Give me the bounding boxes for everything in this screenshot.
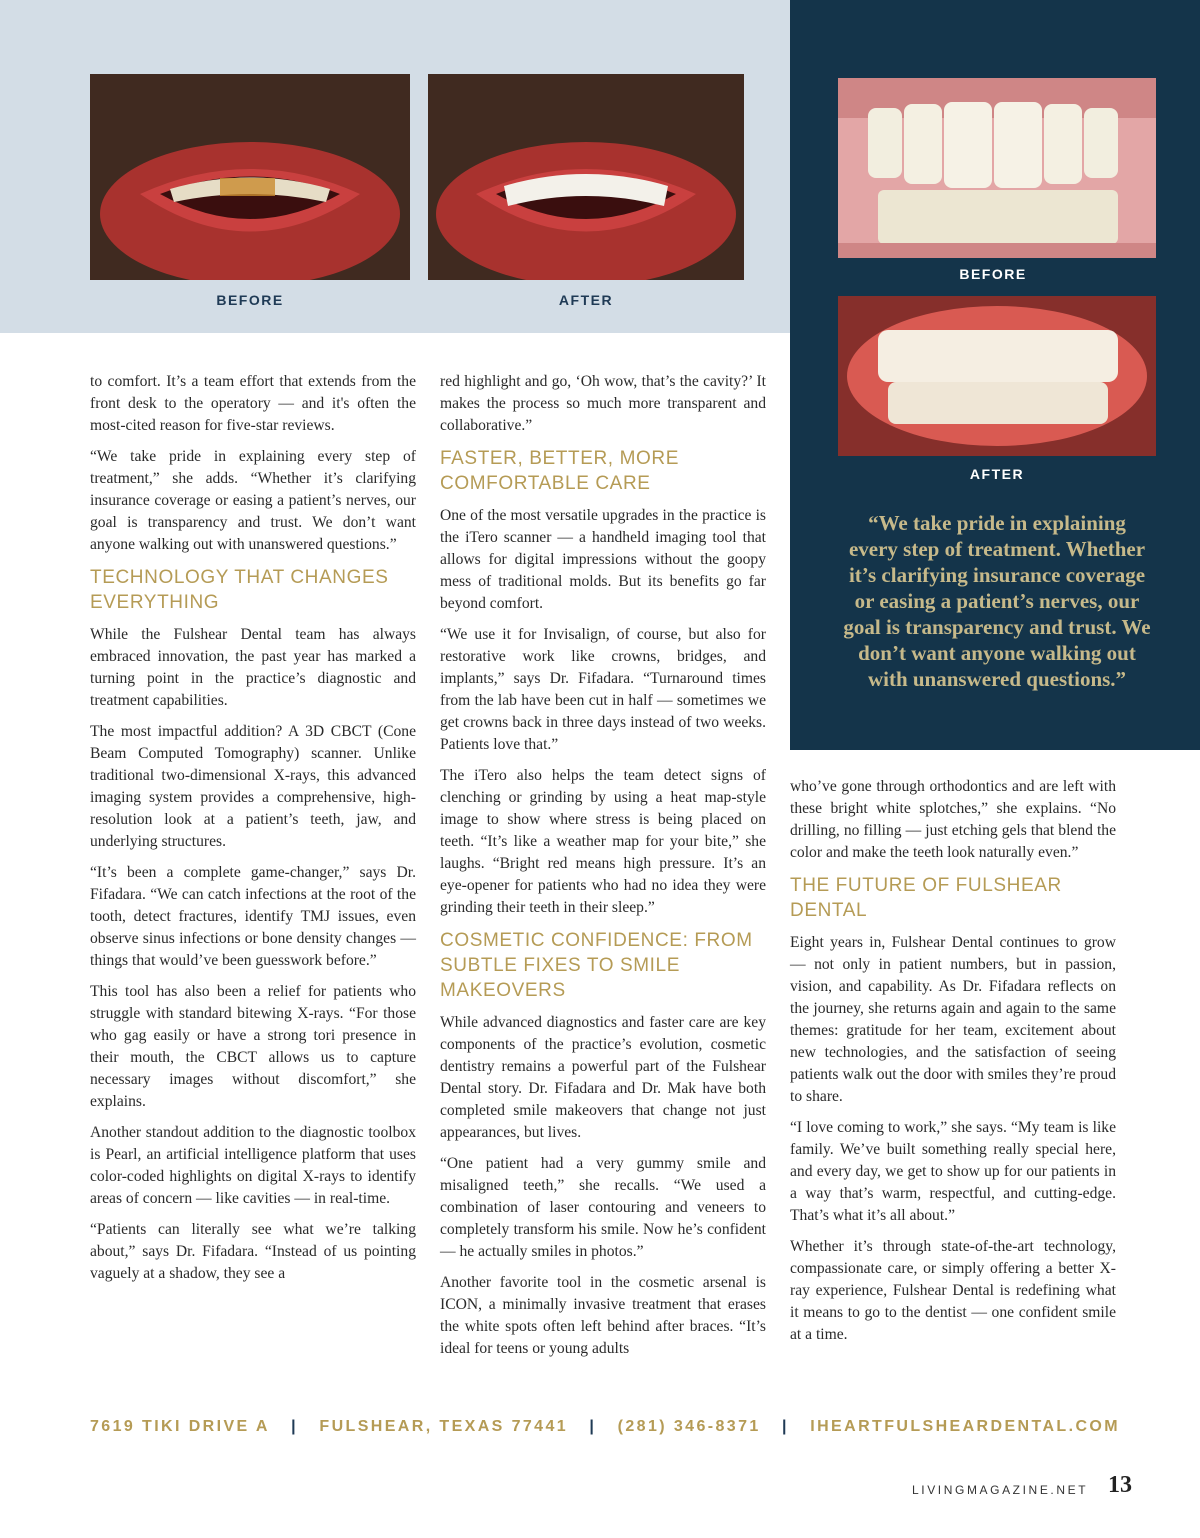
paragraph: to comfort. It’s a team effort that extends from the front desk to the operatory — and it's often the most-cited reason for five-star reviews.	[90, 373, 416, 434]
footer-website-link[interactable]: IHEARTFULSHEARDENTAL.COM	[810, 1418, 1120, 1435]
paragraph: Another favorite tool in the cosmetic arsenal is ICON, a minimally invasive treatment that erases the white spots often left behind after braces. “It’s ideal for teens or young adults	[440, 1274, 766, 1357]
paragraph: “One patient had a very gummy smile and misaligned teeth,” she recalls. “We used a combination of laser contouring and veneers to completely transform his smile. Now he’s confident — he actually smiles in photos.”	[440, 1155, 766, 1260]
paragraph: “Patients can literally see what we’re talking about,” says Dr. Fifadara. “Instead of us pointing vaguely at a shadow, they see a	[90, 1221, 416, 1282]
teeth-before-photo	[838, 78, 1156, 258]
footer-separator: |	[782, 1418, 789, 1435]
paragraph: Eight years in, Fulshear Dental continues to grow — not only in patient numbers, but in passion, vision, and capability. As Dr. Fifadara reflects on the journey, she returns again and again to the same themes: gratitude for her team, excitement about new technologies, and the satisfaction of seeing patients walk out the door with smiles they’re proud to share.	[790, 934, 1116, 1105]
paragraph: Whether it’s through state-of-the-art technology, compassionate care, or simply offering a better X-ray experience, Fulshear Dental is redefining what it means to go to the dentist — one confident smile at a time.	[790, 1238, 1116, 1343]
after-caption: AFTER	[558, 292, 614, 308]
before-caption-right: BEFORE	[959, 266, 1027, 282]
footer-separator: |	[291, 1418, 299, 1435]
section-heading-technology: TECHNOLOGY THAT CHANGES EVERYTHING	[90, 567, 389, 613]
article-column-1	[90, 371, 416, 1294]
paragraph: “We take pride in explaining every step of treatment,” she adds. “Whether it’s clarifying insurance coverage or easing a patient’s nerves, our goal is transparency and trust. We don’t want anyone walking out with unanswered questions.”	[90, 448, 416, 553]
paragraph: “It’s been a complete game-changer,” says Dr. Fifadara. “We can catch infections at the root of the tooth, detect fractures, identify TMJ issues, even observe sinus infections or bone density changes — things that would’ve been guesswork before.”	[90, 864, 416, 969]
article-column-2	[440, 371, 766, 1369]
pull-quote: “We take pride in explaining every step of treatment. Whether it’s clarifying insurance coverage or easing a patient’s nerves, our goal is transparency and trust. We don’t want anyone walking out with unanswered questions.”	[843, 511, 1151, 691]
paragraph: Another standout addition to the diagnostic toolbox is Pearl, an artificial intelligence platform that uses color-coded highlights on digital X-rays to identify areas of concern — like cavities — in real-time.	[90, 1124, 416, 1207]
after-caption-right: AFTER	[969, 466, 1025, 482]
section-heading-future: THE FUTURE OF FULSHEAR DENTAL	[790, 875, 1062, 921]
paragraph: The iTero also helps the team detect signs of clenching or grinding by using a heat map-style image to show where stress is being placed on teeth. “It’s like a weather map for your bite,” she laughs. “Bright red means high pressure. It’s an eye-opener for patients who had no idea they were grinding their teeth in their sleep.”	[440, 767, 766, 916]
paragraph: “We use it for Invisalign, of course, but also for restorative work like crowns, bridges, and implants,” says Dr. Fifadara. “Turnaround times from the lab have been cut in half — sometimes we get crowns back in three days instead of two weeks. Patients love that.”	[440, 626, 766, 753]
article-column-3	[790, 776, 1116, 1355]
before-caption: BEFORE	[216, 292, 284, 308]
section-heading-faster-care: FASTER, BETTER, MORE COMFORTABLE CARE	[440, 448, 679, 494]
paragraph: One of the most versatile upgrades in the practice is the iTero scanner — a handheld imaging tool that allows for digital impressions without the goopy mess of traditional molds. But its benefits go far beyond comfort.	[440, 507, 766, 612]
paragraph: red highlight and go, ‘Oh wow, that’s the cavity?’ It makes the process so much more transparent and collaborative.”	[440, 373, 766, 434]
paragraph: This tool has also been a relief for patients who struggle with standard bitewing X-rays. “For those who gag easily or have a strong tori presence in their mouth, the CBCT allows us to capture necessary images without discomfort,” she explains.	[90, 983, 416, 1110]
smile-after-photo	[428, 74, 744, 280]
contact-footer	[90, 1418, 1120, 1436]
footer-address: 7619 TIKI DRIVE A	[90, 1418, 270, 1435]
smile-before-photo	[90, 74, 410, 280]
magazine-site: LIVINGMAGAZINE.NET	[912, 1483, 1089, 1497]
footer-separator: |	[589, 1418, 597, 1435]
page-number: 13	[1108, 1472, 1132, 1498]
paragraph: While the Fulshear Dental team has always embraced innovation, the past year has marked a turning point in the practice’s diagnostic and treatment capabilities.	[90, 626, 416, 709]
paragraph: “I love coming to work,” she says. “My team is like family. We’ve built something really special here, and every day, we get to show up for our patients in a way that’s warm, respectful, and cutting-edge. That’s what it’s all about.”	[790, 1119, 1116, 1224]
footer-phone[interactable]: (281) 346-8371	[617, 1418, 761, 1435]
paragraph: who’ve gone through orthodontics and are left with these bright white splotches,” she explains. “No drilling, no filling — just etching gels that blend the color and make the teeth look naturally even.”	[790, 778, 1116, 861]
teeth-after-photo	[838, 296, 1156, 456]
paragraph: While advanced diagnostics and faster care are key components of the practice’s evolution, cosmetic dentistry remains a powerful part of the Fulshear Dental story. Dr. Fifadara and Dr. Mak have both completed smile makeovers that change not just appearances, but lives.	[440, 1014, 766, 1141]
paragraph: The most impactful addition? A 3D CBCT (Cone Beam Computed Tomography) scanner. Unlike traditional two-dimensional X-rays, this advanced imaging system provides a comprehensive, high-resolution look at a patient’s teeth, jaw, and underlying structures.	[90, 723, 416, 850]
section-heading-cosmetic: COSMETIC CONFIDENCE: FROM SUBTLE FIXES TO SMILE MAKEOVERS	[440, 930, 753, 1001]
footer-city: FULSHEAR, TEXAS 77441	[319, 1418, 569, 1435]
